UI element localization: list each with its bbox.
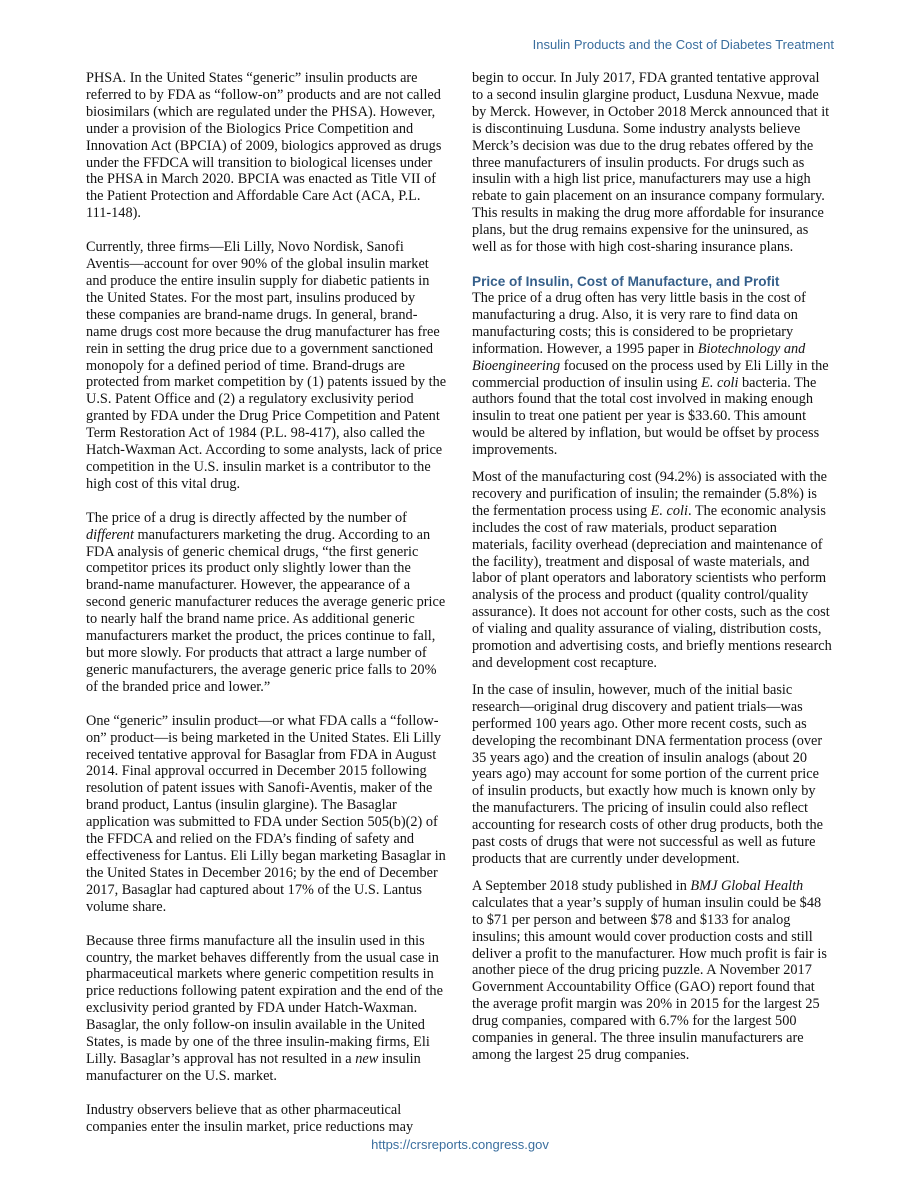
text-run: bacteria. The authors found that the total cost involved in making enough insulin to treat one patient per year is $33.60. This amount would be altered by inflation, but would be offset by process improvements. [472, 374, 820, 459]
text-run: manufacturers marketing the drug. According to an FDA analysis of generic chemical drugs, “the first generic competitor prices its product only slightly lower than the brand-name manufacturer. However, the appearance of a second generic manufacturer reduces the average generic price to nearly half the brand name price. As additional generic manufacturers market the product, the prices continue to fall, but more slowly. For products that attract a large number of generic manufacturers, the average generic price falls to 20% of the branded price and lower.” [86, 526, 446, 695]
text-run: Most of the manufacturing cost (94.2%) is associated with the recovery and purification of insulin; the remainder (5.8%) is the fermentation process using [472, 469, 827, 519]
text-run: The price of a drug often has very little basis in the cost of manufacturing a drug. Also, it is very rare to find data on manufacturing costs; this is considered to be proprietary information. However, a 1995 paper in [472, 289, 806, 357]
text-run: . The economic analysis includes the cost of raw materials, product separation materials, facility overhead (depreciation and maintenance of the facility), treatment and disposal of waste materials, and labor of plant operators and laboratory scientists who perform analysis of the process and product (quality control/quality assurance). It does not account for other costs, such as the cost of vialing and quality assurance of vialing, distribution costs, promotion and advertising costs, and briefly mentions research and development cost recapture. [472, 502, 832, 671]
text-run: calculates that a year’s supply of human insulin could be $48 to $71 per person and between $78 and $133 for analog insulins; this amount would cover production costs and still deliver a profit to the manufacturer. How much profit is fair is another piece of the drug pricing puzzle. A November 2017 Government Accountability Office (GAO) report found that the average profit margin was 20% in 2015 for the largest 25 drug companies, compared with 6.7% for the largest 500 companies in general. The three insulin manufacturers are among the largest 25 drug companies. [472, 894, 827, 1063]
text-run: Because three firms manufacture all the insulin used in this country, the market behaves differently from the usual case in pharmaceutical markets where generic competition results in price reductions following patent expiration and the end of the exclusivity period granted by FDA under Hatch-Waxman. Basaglar, the only follow-on insulin available in the United States, is made by one of the three insulin-making firms, Eli Lilly. Basaglar’s approval has not resulted in a [86, 932, 443, 1067]
paragraph-market-behavior [86, 933, 448, 1085]
paragraph-price-of-insulin [472, 290, 834, 459]
emphasis: Biotechnology and Bioengineering [472, 340, 806, 374]
running-header: Insulin Products and the Cost of Diabetes Treatment [532, 37, 834, 52]
paragraph-generic-pricing [86, 510, 448, 696]
text-run: insulin manufacturer on the U.S. market. [86, 1050, 421, 1084]
emphasis: BMJ Global Health [690, 877, 804, 894]
paragraph-lusduna: begin to occur. In July 2017, FDA granted tentative approval to a second insulin glargine product, Lusduna Nexvue, made by Merck. However, in October 2018 Merck announced that it is discontinuing Lusduna. Some industry analysts believe Merck’s decision was due to the drug rebates offered by the three manufacturers of insulin products. For drugs such as insulin with a high list price, manufacturers may use a high rebate to gain placement on an insurance company formulary. This results in making the drug more affordable for insurance plans, but the drug remains expensive for the uninsured, as well as for those with high cost-sharing insurance plans. [472, 70, 830, 256]
right-column [472, 70, 834, 1074]
text-run: focused on the process used by Eli Lilly in the commercial production of insulin using [472, 357, 829, 391]
text-run: The price of a drug is directly affected by the number of [86, 509, 407, 526]
paragraph-three-firms: Currently, three firms—Eli Lilly, Novo Nordisk, Sanofi Aventis—account for over 90% of the global insulin market and produce the entire insulin supply for diabetic patients in the United States. For the most part, insulins produced by these companies are brand-name drugs. In general, brand-name drugs cost more because the drug manufacturer has free rein in setting the drug price due to a government sanctioned monopoly for a defined period of time. Brand-drugs are protected from market competition by (1) patents issued by the U.S. Patent Office and (2) a regulatory exclusivity period granted by FDA under the Drug Price Competition and Patent Term Restoration Act of 1984 (P.L. 98-417), also called the Hatch-Waxman Act. According to some analysts, lack of price competition in the U.S. insulin market is a contributor to the high cost of this vital drug. [86, 239, 447, 492]
emphasis: different [86, 526, 134, 543]
text-run: A September 2018 study published in [472, 877, 691, 894]
paragraph-phsa: PHSA. In the United States “generic” insulin products are referred to by FDA as “follow-on” products and are not called biosimilars (which are regulated under the PHSA). However, under a provision of the Biologics Price Competition and Innovation Act (BPCIA) of 2009, biologics approved as drugs under the FFDCA will transition to biological licenses under the PHSA in March 2020. BPCIA was enacted as Title VII of the Patient Protection and Affordable Care Act (ACA, P.L. 111-148). [86, 70, 442, 222]
paragraph-manufacturing-cost [472, 469, 834, 672]
paragraph-industry-observers: Industry observers believe that as other pharmaceutical companies enter the insulin market, price reductions may [86, 1101, 414, 1135]
footer-url-link[interactable]: https://crsreports.congress.gov [371, 1137, 549, 1152]
emphasis: new [355, 1050, 379, 1067]
emphasis: E. coli [701, 374, 739, 391]
paragraph-basic-research: In the case of insulin, however, much of the initial basic research—original drug discovery and patient trials—was performed 100 years ago. Other more recent costs, such as developing the recombinant DNA fermentation process (over 35 years ago) and the creation of insulin analogs (about 20 years ago) may account for some portion of the current price of insulin products, but exactly how much is known only by the manufacturers. The pricing of insulin could also reflect accounting for research costs of other drug products, both the past costs of drugs that were not successful as well as future products that are currently under development. [472, 681, 823, 867]
paragraph-basaglar: One “generic” insulin product—or what FDA calls a “follow-on” product—is being marketed in the United States. Eli Lilly received tentative approval for Basaglar from FDA in August 2014. Final approval occurred in December 2015 following resolution of patent issues with Sanofi-Aventis, maker of the brand product, Lantus (insulin glargine). The Basaglar application was submitted to FDA under Section 505(b)(2) of the FFDCA and relied on the FDA’s finding of safety and effectiveness for Lantus. Eli Lilly began marketing Basaglar in the United States in December 2016; by the end of December 2017, Basaglar had captured about 17% of the U.S. Lantus volume share. [86, 712, 446, 915]
paragraph-bmj-study [472, 878, 834, 1064]
emphasis: E. coli [650, 502, 688, 519]
left-column [86, 70, 448, 1153]
section-heading: Price of Insulin, Cost of Manufacture, and Profit [472, 273, 780, 289]
